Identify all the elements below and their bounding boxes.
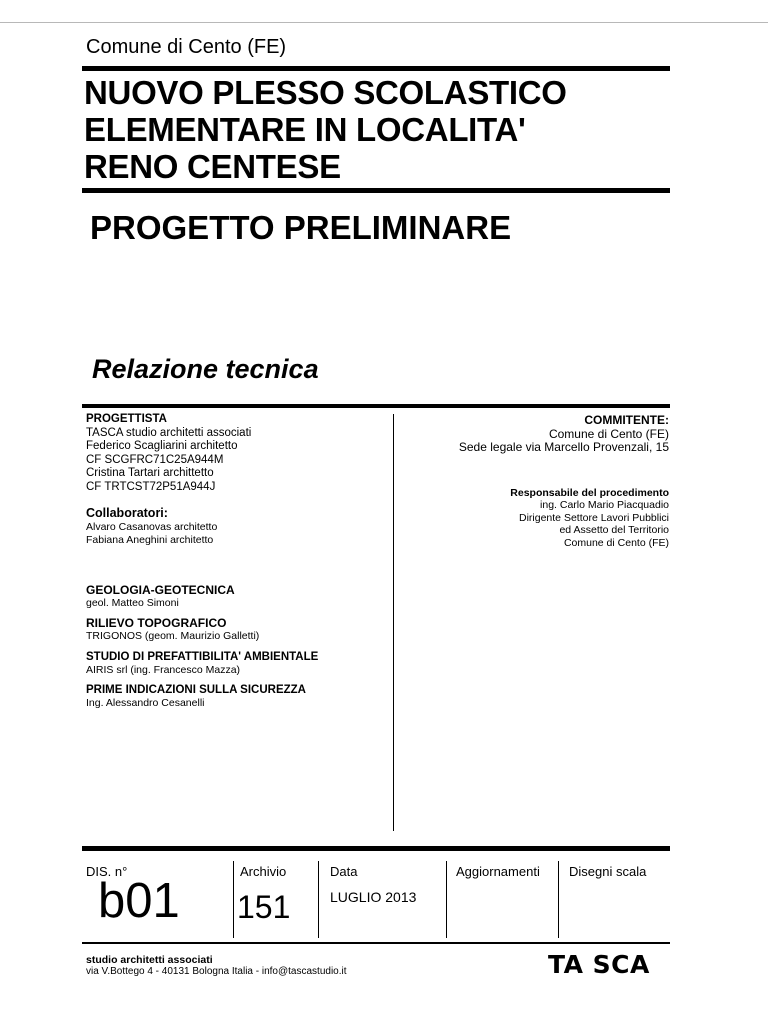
geologia-heading: GEOLOGIA-GEOTECNICA [86,583,235,597]
section-rule [82,404,670,408]
header-rule-1 [82,66,670,71]
progettista-line: CF TRTCST72P51A944J [86,480,216,493]
project-title-line: NUOVO PLESSO SCOLASTICO [84,74,567,111]
geologia-block [86,584,235,609]
aggiornamenti-label: Aggiornamenti [456,864,540,879]
table-divider [558,861,559,938]
table-divider [318,861,319,938]
geologia-line: geol. Matteo Simoni [86,596,179,609]
collaboratori-line: Alvaro Casanovas architetto [86,520,218,533]
committente-heading: COMMITENTE: [584,413,669,427]
responsabile-line: ing. Carlo Mario Piacquadio [540,499,669,511]
progettista-line: Cristina Tartari archittetto [86,467,214,479]
responsabile-block [510,487,669,549]
responsabile-heading: Responsabile del procedimento [510,487,669,499]
dis-label: DIS. n° [86,864,128,879]
progettista-line: TASCA studio architetti associati [86,426,252,439]
progettista-line: CF SCGFRC71C25A944M [86,453,224,466]
municipality-label: Comune di Cento (FE) [86,36,287,58]
project-phase: PROGETTO PRELIMINARE [90,209,512,246]
studio-name: studio architetti associati [86,954,213,966]
committente-line: Comune di Cento (FE) [548,426,669,441]
document-type: Relazione tecnica [92,354,319,384]
table-divider [233,861,234,938]
dis-value: b01 [98,874,180,928]
archivio-label: Archivio [240,864,287,879]
collaboratori-heading: Collaboratori: [86,506,168,520]
footer-rule-bottom [82,942,670,944]
responsabile-line: Comune di Cento (FE) [563,536,669,549]
responsabile-line: ed Assetto del Territorio [559,524,669,536]
footer-rule-top [82,846,670,851]
project-title-line: ELEMENTARE IN LOCALITA' [84,111,526,148]
progettista-heading: PROGETTISTA [86,413,167,425]
progettista-block [86,413,251,494]
studio-heading: STUDIO DI PREFATTIBILITA' AMBIENTALE [86,651,319,663]
progettista-line: Federico Scagliarini architetto [86,440,238,452]
data-value: LUGLIO 2013 [330,889,417,905]
tasca-logo: TA SCA [548,950,650,979]
studio-line: AIRIS srl (ing. Francesco Mazza) [86,663,241,676]
committente-line: Sede legale via Marcello Provenzali, 15 [458,440,669,454]
column-divider [393,414,394,831]
rilievo-block [86,617,259,642]
data-label: Data [330,864,358,879]
top-divider [0,22,768,23]
rilievo-line: TRIGONOS (geom. Maurizio Galletti) [86,629,260,642]
studio-block [86,651,318,676]
responsabile-line: Dirigente Settore Lavori Pubblici [519,511,669,524]
rilievo-heading: RILIEVO TOPOGRAFICO [86,616,227,630]
committente-block [459,414,669,455]
collaboratori-line: Fabiana Aneghini architetto [86,534,214,546]
sicurezza-heading: PRIME INDICAZIONI SULLA SICUREZZA [86,684,306,696]
table-divider [446,861,447,938]
header-rule-2 [82,188,670,193]
sicurezza-line: Ing. Alessandro Cesanelli [86,696,205,709]
collaboratori-block [86,507,217,548]
disegni-scala-label: Disegni scala [569,864,647,879]
studio-address: via V.Bottego 4 - 40131 Bologna Italia - info@tascastudio.it [86,966,347,977]
project-title-line: RENO CENTESE [84,148,341,185]
project-title [84,74,567,185]
archivio-value: 151 [237,889,291,925]
sicurezza-block [86,684,306,709]
